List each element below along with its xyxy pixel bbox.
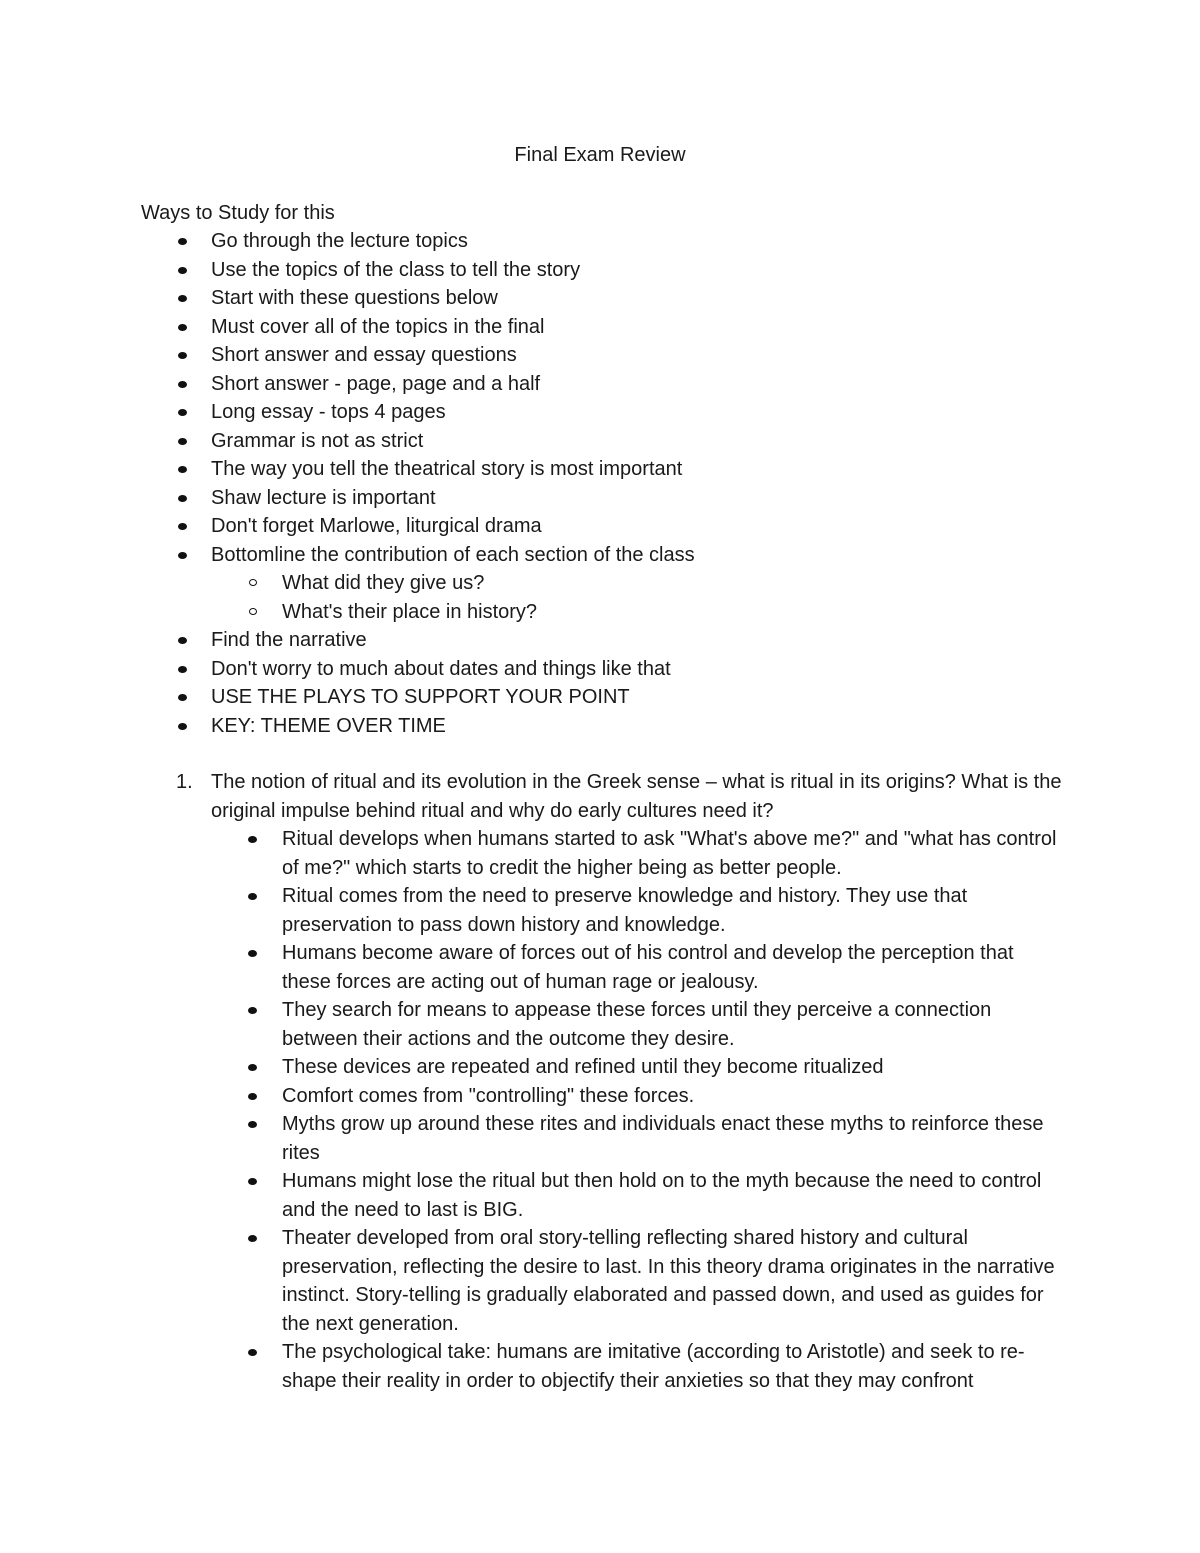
answer-item: These devices are repeated and refined until they become ritualized: [211, 1053, 1057, 1082]
list-item: Find the narrative: [141, 626, 1101, 655]
bullet-icon: [248, 1064, 257, 1071]
answer-item: Myths grow up around these rites and individuals enact these myths to reinforce these rites: [211, 1110, 1057, 1167]
answer-item: Theater developed from oral story-telling reflecting shared history and cultural preservation, reflecting the desire to last. In this theory drama originates in the narrative instinct. Story-telling is gradually elaborated and passed down, and used as guides for the next generation.: [211, 1224, 1057, 1338]
bullet-icon: [178, 694, 187, 701]
bullet-icon: [178, 238, 187, 245]
list-item: The way you tell the theatrical story is most important: [141, 455, 1101, 484]
hollow-bullet-icon: [249, 579, 257, 586]
bullet-icon: [248, 893, 257, 900]
list-item: Shaw lecture is important: [141, 484, 1101, 513]
question-number: 1.: [176, 771, 193, 793]
bullet-icon: [178, 466, 187, 473]
bullet-icon: [178, 381, 187, 388]
bullet-icon: [178, 409, 187, 416]
list-item: USE THE PLAYS TO SUPPORT YOUR POINT: [141, 683, 1101, 712]
list-item: Start with these questions below: [141, 284, 1101, 313]
answer-item: They search for means to appease these forces until they perceive a connection between their actions and the outcome they desire.: [211, 996, 1057, 1053]
bullet-icon: [178, 552, 187, 559]
list-item: Go through the lecture topics: [141, 227, 1101, 256]
list-item: Short answer - page, page and a half: [141, 370, 1101, 399]
bullet-icon: [178, 295, 187, 302]
question-text: The notion of ritual and its evolution in the Greek sense – what is ritual in its origins? What is the original impulse behind ritual and why do early cultures need it?: [211, 771, 1062, 822]
bullet-icon: [248, 1349, 257, 1356]
bullet-icon: [178, 352, 187, 359]
list-item: Use the topics of the class to tell the story: [141, 256, 1101, 285]
answer-item: The psychological take: humans are imitative (according to Aristotle) and seek to re-shape their reality in order to objectify their anxieties so that they may confront: [211, 1338, 1057, 1395]
list-item: Don't forget Marlowe, liturgical drama: [141, 512, 1101, 541]
hollow-bullet-icon: [249, 608, 257, 615]
bullet-icon: [178, 495, 187, 502]
question-list: [141, 768, 1101, 1395]
answer-item: Humans might lose the ritual but then hold on to the myth because the need to control and the need to last is BIG.: [211, 1167, 1057, 1224]
list-item: Bottomline the contribution of each section of the class: [141, 541, 1101, 570]
bullet-icon: [178, 267, 187, 274]
page-title: Final Exam Review: [514, 144, 686, 166]
bullet-icon: [248, 836, 257, 843]
answer-item: Humans become aware of forces out of his control and develop the perception that these forces are acting out of human rage or jealousy.: [211, 939, 1057, 996]
list-item: Must cover all of the topics in the final: [141, 313, 1101, 342]
bullet-icon: [178, 324, 187, 331]
bullet-icon: [178, 723, 187, 730]
bullet-icon: [248, 1121, 257, 1128]
bullet-icon: [248, 1178, 257, 1185]
answer-item: Comfort comes from "controlling" these forces.: [211, 1082, 1057, 1111]
bullet-icon: [248, 1235, 257, 1242]
bullet-icon: [248, 1093, 257, 1100]
study-heading: Ways to Study for this: [141, 202, 335, 224]
answer-item: Ritual comes from the need to preserve knowledge and history. They use that preservation to pass down history and knowledge.: [211, 882, 1057, 939]
bullet-icon: [248, 1007, 257, 1014]
study-list: [141, 227, 1101, 740]
bullet-icon: [178, 637, 187, 644]
bullet-icon: [178, 666, 187, 673]
bullet-icon: [248, 950, 257, 957]
list-item: Grammar is not as strict: [141, 427, 1101, 456]
list-item: KEY: THEME OVER TIME: [141, 712, 1101, 741]
bullet-icon: [178, 438, 187, 445]
list-item: Don't worry to much about dates and things like that: [141, 655, 1101, 684]
list-item: Long essay - tops 4 pages: [141, 398, 1101, 427]
sub-list-item: What's their place in history?: [141, 598, 1101, 627]
bullet-icon: [178, 523, 187, 530]
list-item: Short answer and essay questions: [141, 341, 1101, 370]
answer-list: [211, 825, 1101, 1395]
answer-item: Ritual develops when humans started to ask "What's above me?" and "what has control of me?" which starts to credit the higher being as better people.: [211, 825, 1057, 882]
sub-list-item: What did they give us?: [141, 569, 1101, 598]
question-item: [141, 768, 1101, 1395]
